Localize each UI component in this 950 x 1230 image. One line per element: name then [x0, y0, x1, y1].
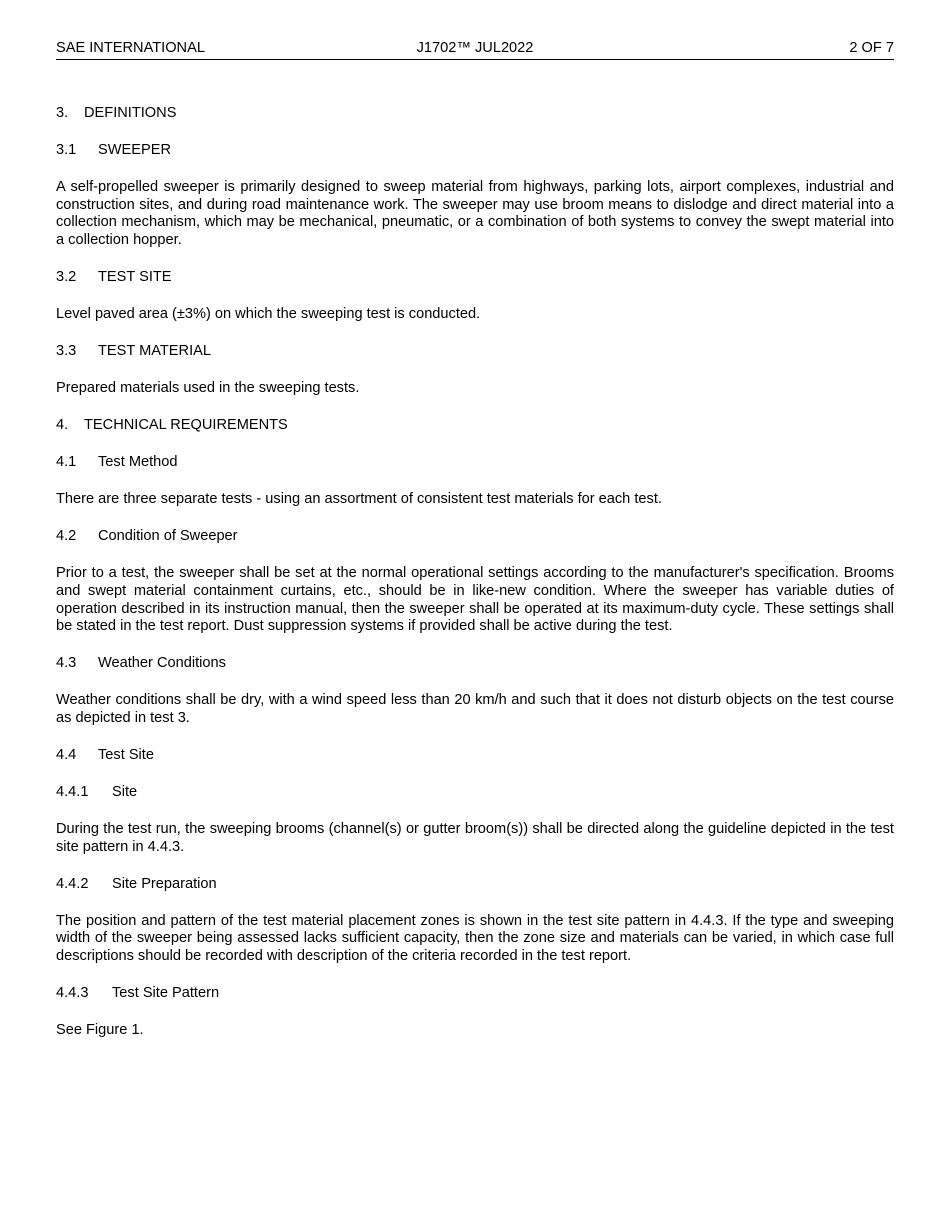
- section-title: TEST SITE: [98, 269, 172, 286]
- paragraph-test-site-pattern: See Figure 1.: [56, 1022, 144, 1039]
- section-title: Weather Conditions: [98, 655, 226, 672]
- section-heading-3-3: [56, 343, 894, 361]
- section-title: Site Preparation: [112, 875, 217, 892]
- section-heading-4-4-2: [56, 876, 894, 894]
- section-heading-4-4: [56, 747, 894, 765]
- section-heading-4-3: [56, 655, 894, 673]
- header-org: SAE INTERNATIONAL: [56, 40, 205, 56]
- section-number: 4.4.2: [56, 875, 89, 892]
- paragraph-site: During the test run, the sweeping brooms (channel(s) or gutter broom(s)) shall be directed along the guideline depicted in the test site pattern in 4.4.3.: [56, 820, 894, 855]
- section-heading-4-4-3: [56, 985, 894, 1003]
- section-number: 4.2: [56, 528, 77, 545]
- section-heading-3-2: [56, 269, 894, 287]
- paragraph-sweeper: A self-propelled sweeper is primarily designed to sweep material from highways, parking lots, airport complexes, industrial and construction sites, and during road maintenance work. The sweeper may use broom means to dislodge and direct material into a collection mechanism, which may be mechanical, pneumatic, or a combination of both systems to convey the swept material into a collection hopper.: [56, 179, 894, 249]
- paragraph-condition-of-sweeper: Prior to a test, the sweeper shall be set at the normal operational settings according to the manufacturer's specification. Brooms and swept material containment curtains, etc., should be in like-new condition. Where the sweeper has variable duties of operation described in its instruction manual, then the sweeper shall be operated at its maximum-duty cycle. These settings shall be stated in the test report. Dust suppression systems if provided shall be active during the test.: [56, 565, 894, 635]
- section-number: 3.2: [56, 269, 77, 286]
- paragraph-test-material: Prepared materials used in the sweeping tests.: [56, 380, 360, 397]
- section-number: 3.1: [56, 142, 77, 158]
- page-header: [56, 38, 894, 60]
- section-title: Test Site: [98, 746, 154, 763]
- section-title: Test Site Pattern: [112, 985, 220, 1002]
- section-title: Site: [112, 783, 138, 800]
- section-title: DEFINITIONS: [84, 105, 177, 121]
- section-title: Condition of Sweeper: [98, 528, 238, 545]
- section-title: SWEEPER: [98, 142, 171, 158]
- section-title: TEST MATERIAL: [98, 343, 211, 360]
- section-number: 4.4.1: [56, 783, 89, 800]
- paragraph-weather-conditions: Weather conditions shall be dry, with a wind speed less than 20 km/h and such that it does not disturb objects on the test course as depicted in test 3.: [56, 692, 894, 726]
- section-number: 3.: [56, 105, 69, 121]
- section-heading-4-4-1: [56, 784, 894, 802]
- section-heading-4: [56, 417, 894, 435]
- paragraph-site-preparation: The position and pattern of the test material placement zones is shown in the test site pattern in 4.4.3. If the type and sweeping width of the sweeper being assessed lacks sufficient capacity, then the zone size and materials can be varied, in which case full descriptions should be recorded with description of the criteria recorded in the test report.: [56, 912, 894, 965]
- section-number: 4.: [56, 417, 69, 434]
- section-number: 3.3: [56, 343, 77, 360]
- section-number: 4.4.3: [56, 985, 89, 1002]
- document-body: [56, 105, 894, 1059]
- section-number: 4.3: [56, 655, 77, 672]
- section-number: 4.1: [56, 454, 77, 471]
- section-heading-3-1: [56, 142, 894, 160]
- section-heading-4-1: [56, 454, 894, 472]
- header-doc-id: J1702™ JUL2022: [416, 40, 534, 56]
- paragraph-test-site: Level paved area (±3%) on which the sweeping test is conducted.: [56, 306, 481, 323]
- paragraph-test-method: There are three separate tests - using an assortment of consistent test materials for each test.: [56, 491, 662, 508]
- header-page-number: 2 OF 7: [849, 40, 894, 56]
- section-title: Test Method: [98, 454, 178, 471]
- section-number: 4.4: [56, 746, 77, 763]
- section-heading-4-2: [56, 528, 894, 546]
- section-heading-3: [56, 105, 894, 123]
- section-title: TECHNICAL REQUIREMENTS: [84, 417, 288, 434]
